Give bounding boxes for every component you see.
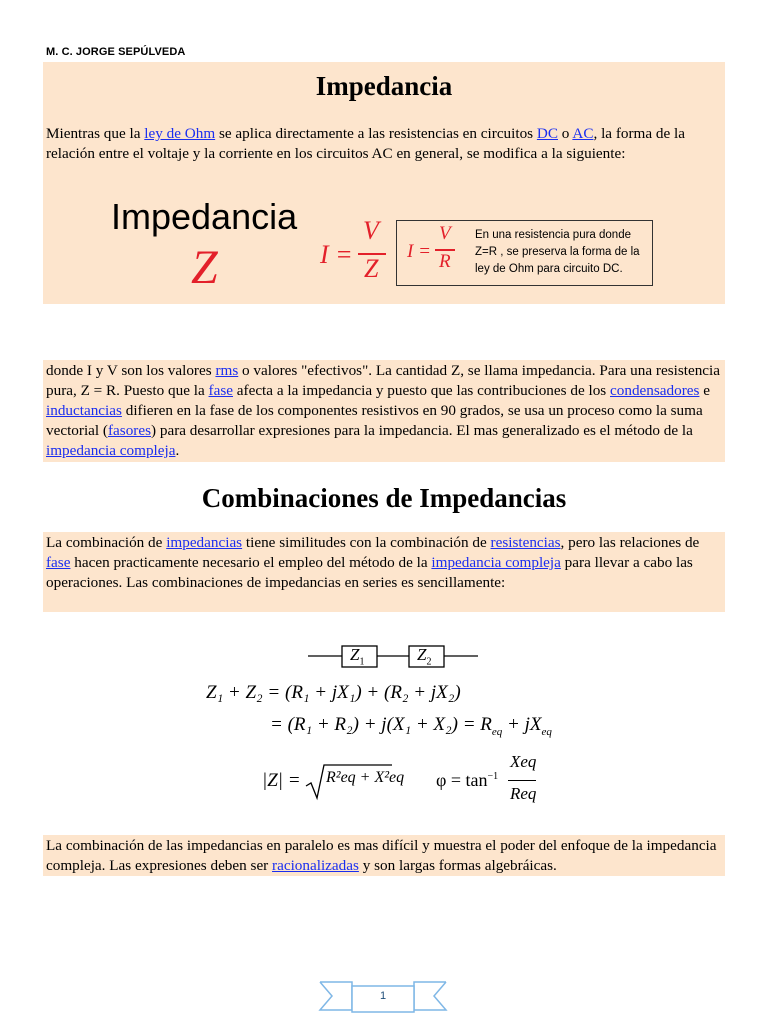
combinations-paragraph: [43, 532, 725, 593]
link-racionalizadas[interactable]: racionalizadas: [272, 857, 359, 874]
eq2-sub-1: eq: [491, 725, 503, 738]
link-fase-2[interactable]: fase: [46, 554, 71, 571]
note-line-2: Z=R , se preserva la forma de la: [475, 246, 640, 258]
phi-num: Xeq: [510, 752, 537, 771]
combinations-section: [43, 532, 725, 612]
parallel-paragraph: [43, 835, 725, 876]
phi-den: Req: [510, 784, 537, 803]
page-number: 1: [379, 990, 387, 1002]
impedance-formula-figure: [43, 190, 725, 300]
p2-text-6: ) para desarrollar expresiones para la impedancia. El mas generalizado es el método de la: [151, 422, 693, 439]
p4-text-2: y son largas formas algebráicas.: [358, 857, 557, 874]
main-formula: [318, 216, 398, 290]
series-equation-line-1: Z₁ + Z₂ = (R₁ + jX₁) + (R₂ + jX₂): [206, 682, 461, 703]
p2-text-7: .: [175, 442, 180, 459]
dc-note-text: [475, 227, 640, 278]
page-number-ribbon: [318, 976, 448, 1016]
z2-label: [417, 645, 431, 667]
series-equation-line-2: [270, 714, 552, 738]
link-fase[interactable]: fase: [208, 382, 233, 399]
note-line-3: ley de Ohm para circuito DC.: [475, 263, 623, 275]
p2-text-5: difieren en la fase de los componentes resistivos en 90 grados, se usa un proceso como la suma vectorial (: [46, 402, 703, 439]
link-ley-de-ohm[interactable]: ley de Ohm: [144, 125, 216, 142]
p3-text-5: para llevar a cabo las operaciones. Las combinaciones de impedancias en series es sencillamente:: [46, 554, 693, 591]
z1-sub: 1: [359, 656, 365, 668]
author-header: M. C. JORGE SEPÚLVEDA: [46, 46, 186, 58]
main-formula-num: V: [363, 216, 379, 245]
p2-text-2: o valores "efectivos". La cantidad Z, se llama impedancia. Para una resistencia pura, Z = R. Puesto que la: [46, 362, 720, 399]
link-ac[interactable]: AC: [572, 125, 594, 142]
main-formula-den: Z: [364, 254, 379, 283]
rms-paragraph: [43, 360, 725, 461]
p4-text-1: La combinación de las impedancias en paralelo es mas difícil y muestra el poder del enfoque de la impedancia compleja. Las expresiones deben ser: [46, 837, 717, 874]
link-impedancia-compleja[interactable]: impedancia compleja: [46, 442, 176, 459]
mag-rhs: R²eq + X²eq: [326, 769, 405, 786]
box-formula-lhs: I =: [407, 241, 431, 262]
intro-paragraph: [43, 124, 725, 164]
eq2-main: = (R₁ + R₂) + j(X₁ + X₂) = R: [270, 714, 492, 735]
link-impedancias[interactable]: impedancias: [166, 534, 243, 551]
z1-letter: Z: [350, 645, 360, 664]
intro-text-3: o: [558, 125, 573, 142]
magnitude-equation: [262, 760, 405, 804]
p2-text-4: e: [699, 382, 710, 399]
series-circuit-diagram: [0, 640, 768, 680]
link-condensadores[interactable]: condensadores: [610, 382, 700, 399]
formula-word: Impedancia: [111, 196, 298, 237]
dc-note-box: [396, 220, 653, 286]
box-formula-num: V: [439, 223, 451, 244]
z2-letter: Z: [417, 645, 427, 664]
phi-sup: −1: [487, 771, 499, 782]
page-title: Impedancia: [315, 71, 453, 101]
p2-text-1: donde I y V son los valores: [46, 362, 216, 379]
series-figure: [0, 636, 768, 816]
link-impedancia-compleja-2[interactable]: impedancia compleja: [431, 554, 561, 571]
phase-equation: [436, 752, 556, 812]
intro-text-2: se aplica directamente a las resistencias en circuitos: [215, 125, 537, 142]
link-inductancias[interactable]: inductancias: [46, 402, 122, 419]
parallel-section: [43, 835, 725, 876]
phi-lhs-text: φ = tan: [436, 770, 488, 790]
p3-text-1: La combinación de: [46, 534, 167, 551]
phi-lhs: [436, 770, 498, 791]
formula-symbol-z: Z: [191, 241, 218, 294]
z2-sub: 2: [426, 656, 432, 668]
note-line-1: En una resistencia pura donde: [475, 229, 631, 241]
eq2-sub-2: eq: [541, 725, 552, 738]
link-rms[interactable]: rms: [215, 362, 239, 379]
p3-text-4: hacen practicamente necesario el empleo del método de la: [70, 554, 432, 571]
p3-text-2: tiene similitudes con la combinación de: [242, 534, 491, 551]
phi-bar: [508, 780, 536, 781]
box-formula-den: R: [439, 251, 451, 272]
p2-text-3: afecta a la impedancia y puesto que las contribuciones de los: [232, 382, 611, 399]
eq2-mid: + jX: [502, 714, 542, 735]
link-fasores[interactable]: fasores: [107, 422, 151, 439]
link-resistencias[interactable]: resistencias: [490, 534, 561, 551]
section-heading-combinaciones: Combinaciones de Impedancias: [201, 483, 567, 513]
z1-label: [350, 645, 364, 667]
link-dc[interactable]: DC: [536, 125, 558, 142]
mag-lhs: |Z| =: [262, 770, 301, 791]
p3-text-3: , pero las relaciones de: [560, 534, 700, 551]
main-formula-lhs: I =: [320, 240, 353, 269]
rms-section: [43, 360, 725, 462]
intro-text-1: Mientras que la: [46, 125, 145, 142]
intro-text-4: , la forma de la relación entre el voltaje y la corriente en los circuitos AC en general, se modifica a la siguiente:: [46, 125, 685, 162]
